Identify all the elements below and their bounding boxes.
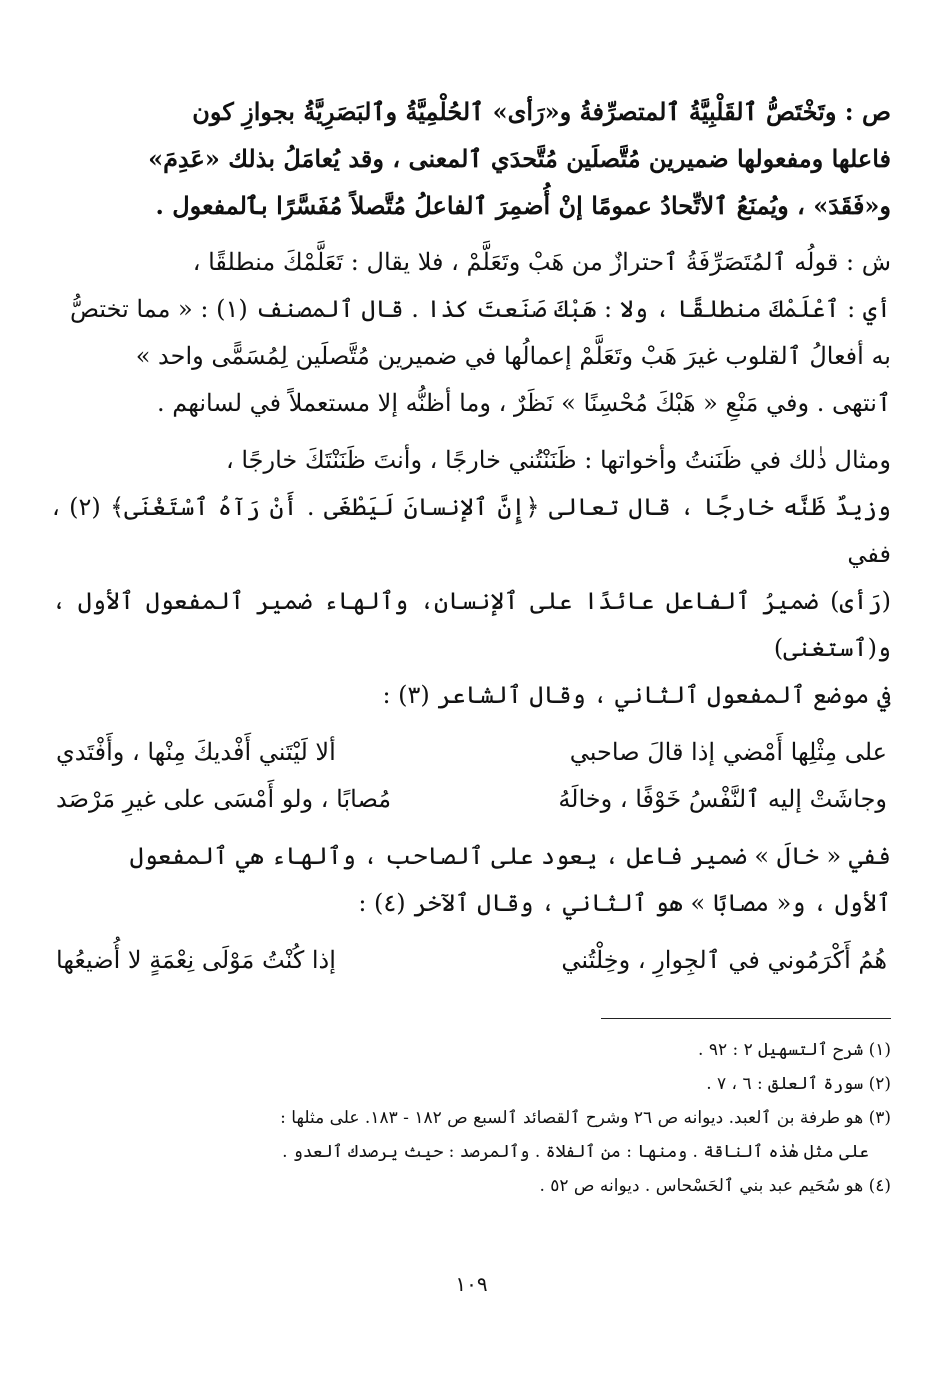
text-line: ومثال ذٰلك في ظَنَنتُ وأخواتها : ظَنَنْتُني خارجًا ، وأنتَ ظَنَنْتَكَ خارجًا ، — [225, 446, 891, 474]
poem-verse — [52, 937, 891, 984]
text-line: وزيدٌ ظَنَّه خارجًا ، قال تعالى ﴿إِنَّ ٱلإنسانَ لَيَطْغَى . أَنْ رَآهُ ٱسْتَغْنَى﴾ (٢) ، ففي — [52, 493, 891, 568]
footnotes — [52, 1033, 891, 1203]
verse-hemistich-left: ألا لَيْتَني أَفْديكَ مِنْها ، وأَفْتَدي — [56, 738, 336, 766]
poem-verse — [52, 729, 891, 776]
poem-block — [52, 937, 891, 984]
footnote: (٢) سورة ٱلعلق : ٦ ، ٧ . — [706, 1074, 891, 1094]
text-line: فاعلها ومفعولها ضميرين مُتَّصلَين مُتَّحدَي ٱلمعنى ، وقد يُعامَلُ بذلك «عَدِمَ» — [148, 144, 891, 173]
sharh-paragraph — [52, 239, 891, 427]
text-line: في موضع ٱلمفعول ٱلثاني ، وقال ٱلشاعر (٣) : — [382, 681, 891, 709]
poem-verse — [52, 776, 891, 823]
sharh-paragraph — [52, 833, 891, 927]
verse-hemistich-left: مُصابًا ، ولو أَمْسَى على غيرِ مَرْصَد — [56, 785, 392, 813]
text-line: ٱلأول ، و« مصابًا » هو ٱلثاني ، وقال ٱلآخر (٤) : — [358, 889, 891, 917]
text-line: ٱنتهى . وفي مَنْعِ « هَبْكَ مُحْسِنًا » نَظَرٌ ، وما أظنُّه إلا مستعملاً في لسانهم . — [157, 389, 891, 417]
footnote-continuation: على مثل هٰذه ٱلناقة . ومنها : من ٱلفلاة . وٱلمرصد : حيث يرصدك ٱلعدو . — [282, 1142, 869, 1162]
verse-hemistich-left: إذا كُنْتُ مَوْلَى نِعْمَةٍ لا أُضيعُها — [56, 946, 336, 974]
footnote-separator — [601, 1018, 891, 1019]
text-line: ش : قولُه ٱلمُتَصَرِّفَةُ ٱحترازٌ من هَبْ وتَعَلَّمْ ، فلا يقال : تَعَلَّمْكَ منطلقًا ، — [192, 248, 891, 276]
sharh-paragraph — [52, 437, 891, 719]
poem-block — [52, 729, 891, 823]
footnote: (٤) هو سُحَيم عبد بني ٱلحَسْحاس . ديوانه ص ٥٢ . — [539, 1176, 891, 1196]
text-line: ففي « خالَ » ضمير فاعل ، يعود على ٱلصاحب ، وٱلهاء هي ٱلمفعول — [129, 842, 891, 870]
text-line: و«فَقَدَ» ، ويُمنَعُ ٱلاتِّحادُ عمومًا إنْ أُضمِرَ ٱلفاعلُ مُتَّصلاً مُفَسَّرًا بٱلمفعول . — [155, 191, 891, 220]
verse-hemistich-right: على مِثْلِها أَمْضي إذا قالَ صاحبي — [569, 738, 887, 766]
matn-paragraph — [52, 88, 891, 229]
footnote: (١) شرح ٱلتسهيل ٢ : ٩٢ . — [698, 1040, 891, 1060]
text-line: أي : ٱعْلَمْكَ منطلقًا ، ولا : هَبْكَ صَنَعتَ كذا . قال ٱلمصنف (١) : « مما تختصُّ — [69, 295, 891, 323]
text-line: به أفعالُ ٱلقلوب غيرَ هَبْ وتَعَلَّمْ إعمالُها في ضميرين مُتَّصلَين لِمُسَمًّى واحد » — [135, 342, 891, 370]
text-line: ص : وتَخْتَصُّ ٱلقَلْبِيَّةُ ٱلمتصرِّفةُ و«رَأى» ٱلحُلْمِيَّةُ وٱلبَصَرِيَّةُ بجوازِ كون — [192, 97, 891, 126]
page-number: ١٠٩ — [455, 1272, 488, 1296]
verse-hemistich-right: هُمُ أَكْرَمُوني في ٱلجِوارِ ، وخِلْتُني — [561, 946, 887, 974]
verse-hemistich-right: وجاشَتْ إليه ٱلنَّفْسُ خَوْفًا ، وخالَهُ — [558, 785, 887, 813]
text-line: (رَأى) ضميرُ ٱلفاعل عائدًا على ٱلإنسان، وٱلهاء ضمير ٱلمفعول ٱلأول ، و(ٱستغنى) — [52, 587, 891, 662]
footnote: (٣) هو طرفة بن ٱلعبد. ديوانه ص ٢٦ وشرح ٱلقصائد ٱلسبع ص ١٨٢ - ١٨٣. على مثلها : — [280, 1108, 891, 1128]
